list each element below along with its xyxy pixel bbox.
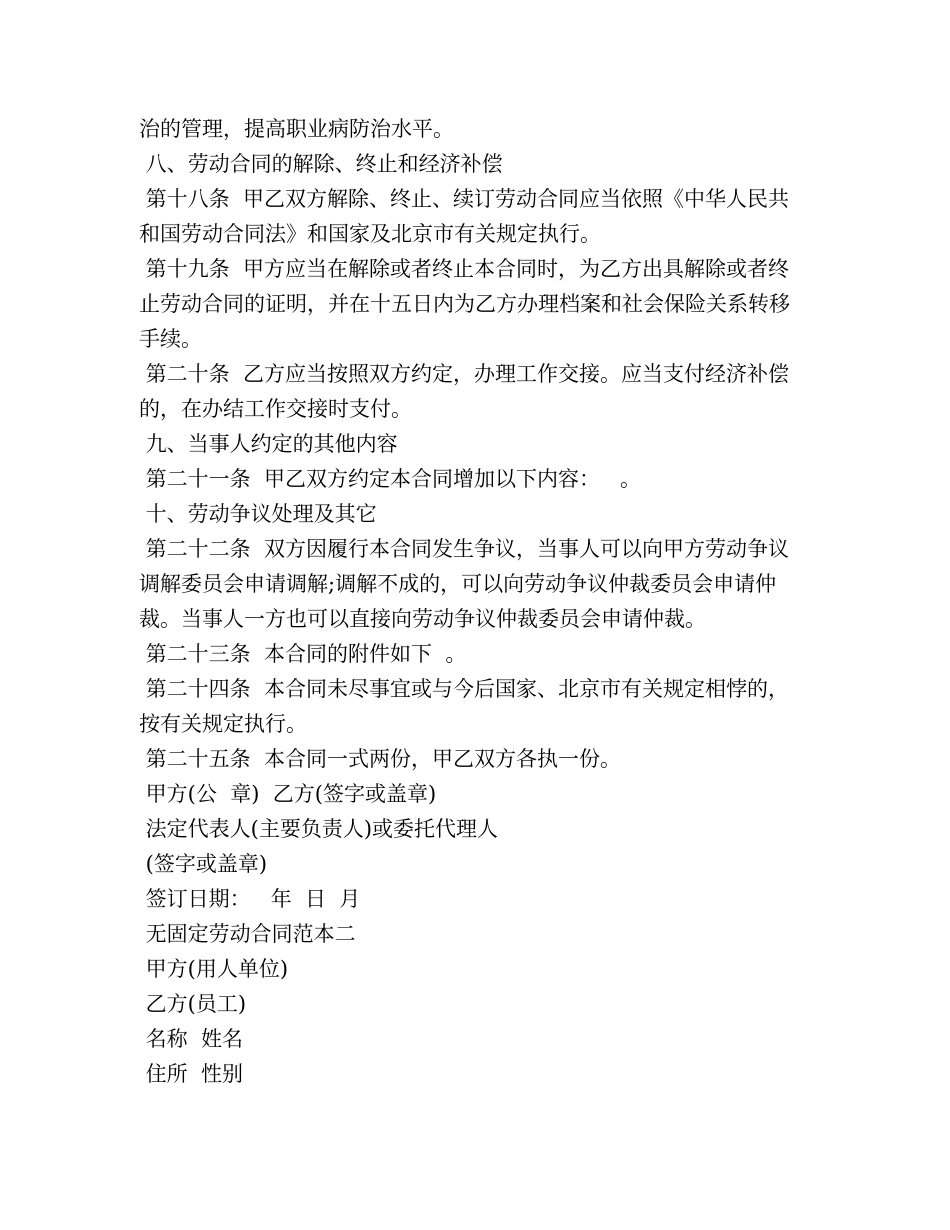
- section-heading: 八、劳动合同的解除、终止和经济补偿: [139, 152, 503, 176]
- article-19-line-1: 第十九条 甲方应当在解除或者终止本合同时，为乙方出具解除或者终: [139, 257, 790, 281]
- text-line: 治的管理，提高职业病防治水平。: [139, 117, 454, 141]
- article-22-line-3: 裁。当事人一方也可以直接向劳动争议仲裁委员会申请仲裁。: [139, 607, 706, 631]
- article-19-line-3: 手续。: [139, 327, 202, 351]
- document-body: [139, 112, 815, 1092]
- article-19-line-2: 止劳动合同的证明，并在十五日内为乙方办理档案和社会保险关系转移: [139, 292, 790, 316]
- template-title: 无固定劳动合同范本二: [139, 922, 356, 946]
- signature-parties: 甲方(公 章) 乙方(签字或盖章): [139, 782, 437, 806]
- article-24-line-2: 按有关规定执行。: [139, 712, 307, 736]
- article-23: 第二十三条 本合同的附件如下 。: [139, 642, 467, 666]
- party-b-label: 乙方(员工): [139, 992, 247, 1016]
- signature-note: (签字或盖章): [139, 852, 268, 876]
- article-24-line-1: 第二十四条 本合同未尽事宜或与今后国家、北京市有关规定相悖的，: [139, 677, 790, 701]
- signature-representative: 法定代表人(主要负责人)或委托代理人: [139, 817, 499, 841]
- article-20-line-2: 的，在办结工作交接时支付。: [139, 397, 412, 421]
- party-a-label: 甲方(用人单位): [139, 957, 289, 981]
- article-18-line-2: 和国劳动合同法》和国家及北京市有关规定执行。: [139, 222, 601, 246]
- article-21: 第二十一条 甲乙双方约定本合同增加以下内容： 。: [139, 467, 642, 491]
- article-25: 第二十五条 本合同一式两份，甲乙双方各执一份。: [139, 747, 622, 771]
- section-heading: 十、劳动争议处理及其它: [139, 502, 377, 526]
- article-22-line-2: 调解委员会申请调解;调解不成的，可以向劳动争议仲裁委员会申请仲: [139, 572, 777, 596]
- section-heading: 九、当事人约定的其他内容: [139, 432, 398, 456]
- address-fields: 住所 性别: [139, 1062, 244, 1086]
- article-20-line-1: 第二十条 乙方应当按照双方约定，办理工作交接。应当支付经济补偿: [139, 362, 790, 386]
- article-18-line-1: 第十八条 甲乙双方解除、终止、续订劳动合同应当依照《中华人民共: [139, 187, 790, 211]
- name-fields: 名称 姓名: [139, 1027, 244, 1051]
- article-22-line-1: 第二十二条 双方因履行本合同发生争议，当事人可以向甲方劳动争议: [139, 537, 790, 561]
- signing-date: 签订日期： 年 日 月: [139, 887, 361, 911]
